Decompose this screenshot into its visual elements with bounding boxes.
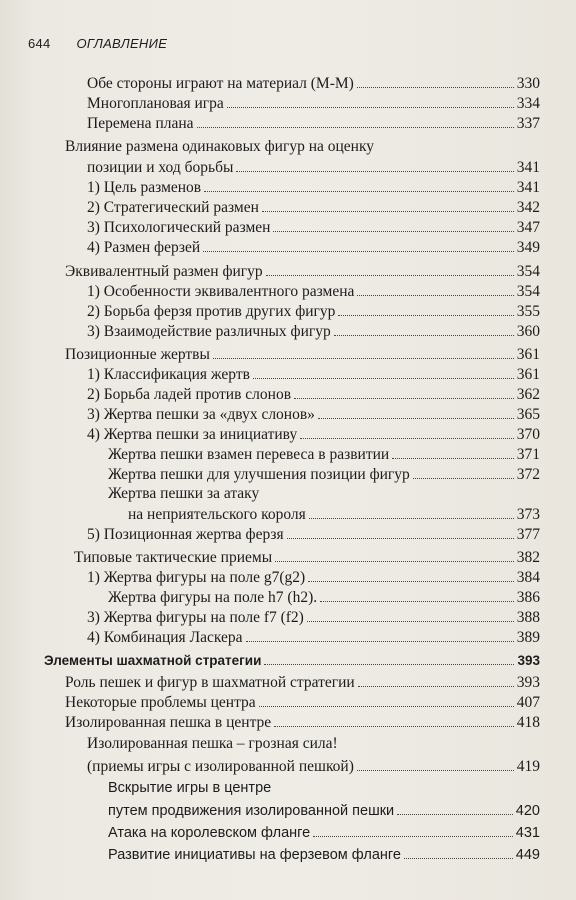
toc-entry: Эквивалентный размен фигур 354 [65,260,540,282]
toc-entry: 1) Классификация жертв 361 [87,363,540,385]
toc-entry: Изолированная пешка – грозная сила! [87,735,338,752]
toc-entry: Перемена плана 337 [87,112,540,134]
page-number: 644 [28,36,51,51]
toc-entry: Роль пешек и фигур в шахматной стратегии 393 [65,671,540,693]
toc-entry: Жертва пешки за атаку [108,485,260,502]
toc-entry: позиции и ход борьбы 341 [87,156,540,178]
toc-entry: Вскрытие игры в центре [108,780,272,796]
toc-entry: 3) Психологический размен 347 [87,216,540,238]
toc-entry: 1) Цель разменов 341 [87,176,540,198]
running-header [28,36,167,51]
toc-entry: (приемы игры с изолированной пешкой) 419 [87,755,540,777]
toc-entry: Жертва пешки взамен перевеса в развитии 371 [108,443,540,465]
toc-entry: Позиционные жертвы 361 [65,343,540,365]
toc-entry: Влияние размена одинаковых фигур на оценку [65,138,375,155]
toc-entry: Многоплановая игра 334 [87,92,540,114]
toc-entry: 2) Стратегический размен 342 [87,196,540,218]
toc-entry: на неприятельского короля 373 [128,503,540,525]
toc-entry: Изолированная пешка в центре 418 [65,711,540,733]
toc-entry: 3) Жертва фигуры на поле f7 (f2) 388 [87,606,540,628]
toc-entry: 4) Размен ферзей 349 [87,236,540,258]
toc-entry: 2) Борьба ферзя против других фигур 355 [87,300,540,322]
toc-entry: Развитие инициативы на ферзевом фланге 449 [108,843,540,865]
toc-entry: 4) Жертва пешки за инициативу 370 [87,423,540,445]
toc-entry: 5) Позиционная жертва ферзя 377 [87,523,540,545]
toc-entry: 1) Особенности эквивалентного размена 354 [87,280,540,302]
toc-entry: 4) Комбинация Ласкера 389 [87,626,540,648]
toc-entry: Жертва пешки для улучшения позиции фигур 372 [108,463,540,485]
running-title: ОГЛАВЛЕНИЕ [76,36,168,51]
toc-entry: 3) Взаимодействие различных фигур 360 [87,320,540,342]
toc-entry: Атака на королевском фланге 431 [108,821,540,843]
toc-entry: 3) Жертва пешки за «двух слонов» 365 [87,403,540,425]
toc-entry: 1) Жертва фигуры на поле g7(g2) 384 [87,566,540,588]
toc-entry: Жертва фигуры на поле h7 (h2). 386 [108,586,540,608]
toc-section-heading: Элементы шахматной стратегии 393 [44,649,540,671]
toc-entry: Обе стороны играют на материал (М-М) 330 [87,72,540,94]
toc-entry: Типовые тактические приемы 382 [74,546,540,568]
toc-entry: 2) Борьба ладей против слонов 362 [87,383,540,405]
toc-entry: Некоторые проблемы центра 407 [65,691,540,713]
toc-entry: путем продвижения изолированной пешки 420 [108,799,540,821]
